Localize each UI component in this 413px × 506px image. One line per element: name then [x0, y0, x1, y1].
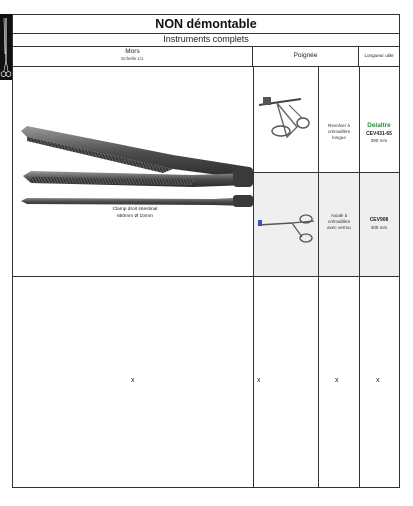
- handle-1-type-line: crémaillère: [327, 129, 351, 134]
- handle-1-ref: CEV431-65: [366, 131, 392, 137]
- handle-1-type-line: Revolver à: [328, 123, 350, 128]
- handle-2-length: 400 mm: [370, 225, 388, 230]
- empty-longueur-mark: x: [376, 377, 380, 384]
- handle-2-ref: CEV908: [369, 217, 389, 223]
- clamp-caption-name: Clamp droit intestinal: [112, 207, 158, 212]
- header-mors: [13, 46, 253, 66]
- axial-handle-image: [256, 207, 318, 247]
- table-header: [13, 46, 399, 67]
- header-poignee-label: Poignée: [293, 52, 318, 59]
- header-longueur: [359, 46, 399, 66]
- header-mors-label: Mors: [125, 48, 140, 55]
- side-instrument-strip: [0, 14, 12, 80]
- header-longueur-label: Longueur utile: [364, 53, 394, 58]
- handle-2-type-line: Axiale à: [330, 213, 348, 218]
- empty-mors-mark: x: [131, 377, 135, 384]
- clamp-jaw-image: [13, 113, 253, 208]
- surgical-instrument-icon: [0, 14, 12, 80]
- handle-2-type-line: crémaillère: [327, 219, 351, 224]
- product-sheet: [12, 14, 400, 488]
- grid-line: [254, 172, 399, 173]
- handle-2-type: [319, 213, 359, 231]
- handle-1-brand: Delaltre: [367, 122, 391, 129]
- header-mors-scale: Echelle 1/1: [121, 56, 144, 61]
- grid-line: [13, 276, 399, 277]
- handle-1-type-line: longue: [332, 135, 346, 140]
- empty-handle-type-mark: x: [335, 377, 339, 384]
- clamp-caption-size: 650mm Ø 10mm: [117, 213, 153, 219]
- page-subtitle: Instruments complets: [13, 33, 399, 47]
- clamp-caption: [87, 207, 183, 220]
- handle-2-type-line: avec verrou: [326, 225, 351, 230]
- handle-1-type: [319, 123, 359, 141]
- empty-handle-image-mark: x: [257, 377, 261, 384]
- revolver-handle-image: [257, 85, 315, 145]
- page-title: NON démontable: [13, 15, 399, 34]
- header-poignee: [253, 46, 359, 66]
- handle-1-length: 390 mm: [370, 138, 388, 143]
